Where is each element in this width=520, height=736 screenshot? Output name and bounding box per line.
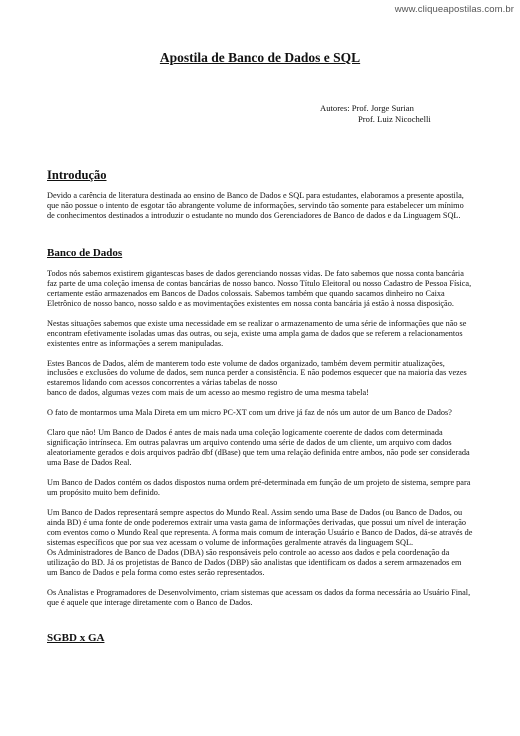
paragraph: banco de dados, algumas vezes com mais de um acesso ao mesmo registro de uma mesma tabela! — [47, 388, 369, 398]
section-heading-banco-de-dados: Banco de Dados — [47, 246, 123, 259]
document-title: Apostila de Banco de Dados e SQL — [159, 50, 361, 65]
authors-line-2: Prof. Luiz Nicochelli — [358, 114, 431, 124]
section-heading-sgbd-x-ga: SGBD x GA — [47, 631, 105, 644]
paragraph: Um Banco de Dados contém os dados dispostos numa ordem pré-determinada em função de um projeto de sistema, sempre para um propósito muito bem definido. — [47, 478, 471, 498]
paragraph: Nestas situações sabemos que existe uma necessidade em se realizar o armazenamento de uma série de informações que não se encontram efetivamente isoladas umas das outras, ou seja, existe uma ampla gama de dados que se referem a relacionamentos existentes entre as informações a serem manipuladas. — [47, 318, 467, 348]
section-heading-introducao: Introdução — [47, 168, 107, 182]
document-body — [47, 168, 473, 644]
paragraph: Um Banco de Dados representará sempre aspectos do Mundo Real. Assim sendo uma Base de Dados (ou Banco de Dados, ou ainda BD) é uma fonte de onde poderemos extrair uma vasta gama de informações derivadas, que possui um nível de interação com eventos como o Mundo Real que representa. A forma mais comum de interação Usuário e Banco de Dados, dá-se através de sistemas específicos que por sua vez acessam o volume de informações geralmente através da linguagem SQL. — [47, 508, 473, 547]
paragraph: O fato de montarmos uma Mala Direta em um micro PC-XT com um drive já faz de nós um autor de um Banco de Dados? — [47, 408, 452, 418]
paragraph: Os Analistas e Programadores de Desenvolvimento, criam sistemas que acessam os dados da forma necessária ao Usuário Final, que é aquele que interage diretamente com o Banco de Dados. — [47, 587, 471, 607]
paragraph: Os Administradores de Banco de Dados (DBA) são responsáveis pelo controle ao acesso aos dados e pela coordenação da utilização do BD. Já os projetistas de Banco de Dados (DBP) são analistas que identificam os dados a serem armazenados em um Banco de Dados e pela forma como estes serão representados. — [47, 547, 462, 577]
paragraph: Todos nós sabemos existirem gigantescas bases de dados gerenciando nossas vidas. De fato sabemos que nossa conta bancária faz parte de uma coleção imensa de contas bancárias de nosso banco. Nosso Título Eleitoral ou nosso Cadastro de Pessoa Física, certamente estão armazenados em Bancos de Dados colossais. Sabemos também que quando sacamos dinheiro no Caixa Eletrônico de nosso banco, nosso saldo e as movimentações existentes em nossa conta bancária já estão à nossa disposição. — [47, 268, 472, 308]
authors-line-1: Autores: Prof. Jorge Surian — [320, 103, 414, 113]
site-url: www.cliqueapostilas.com.br — [394, 4, 514, 15]
paragraph: Claro que não! Um Banco de Dados é antes de mais nada uma coleção logicamente coerente de dados com determinada significação intrínseca. Em outras palavras um arquivo contendo uma série de dados de um cliente, um arquivo com dados aleatoriamente gerados e dois arquivos padrão dbf (dBase) que tem uma relação definida entre ambos, não pode ser considerada uma Base de Dados Real. — [47, 428, 470, 468]
paragraph: Estes Bancos de Dados, além de manterem todo este volume de dados organizado, também devem permitir atualizações, inclusões e exclusões do volume de dados, sem nunca perder a consistência. E não podemos esquecer que na maioria das vezes estaremos lidando com acessos concorrentes a várias tabelas de nosso — [47, 358, 467, 388]
authors-block — [320, 103, 431, 125]
intro-paragraph: Devido a carência de literatura destinada ao ensino de Banco de Dados e SQL para estudantes, elaboramos a presente apostila, que não possue o intento de esgotar tão abrangente volume de informações, servindo tão somente para estabelecer um mínimo de conhecimentos destinados a introduzir o estudante no mundo dos Gerenciadores de Banco de dados e da Linguagem SQL. — [47, 191, 464, 220]
